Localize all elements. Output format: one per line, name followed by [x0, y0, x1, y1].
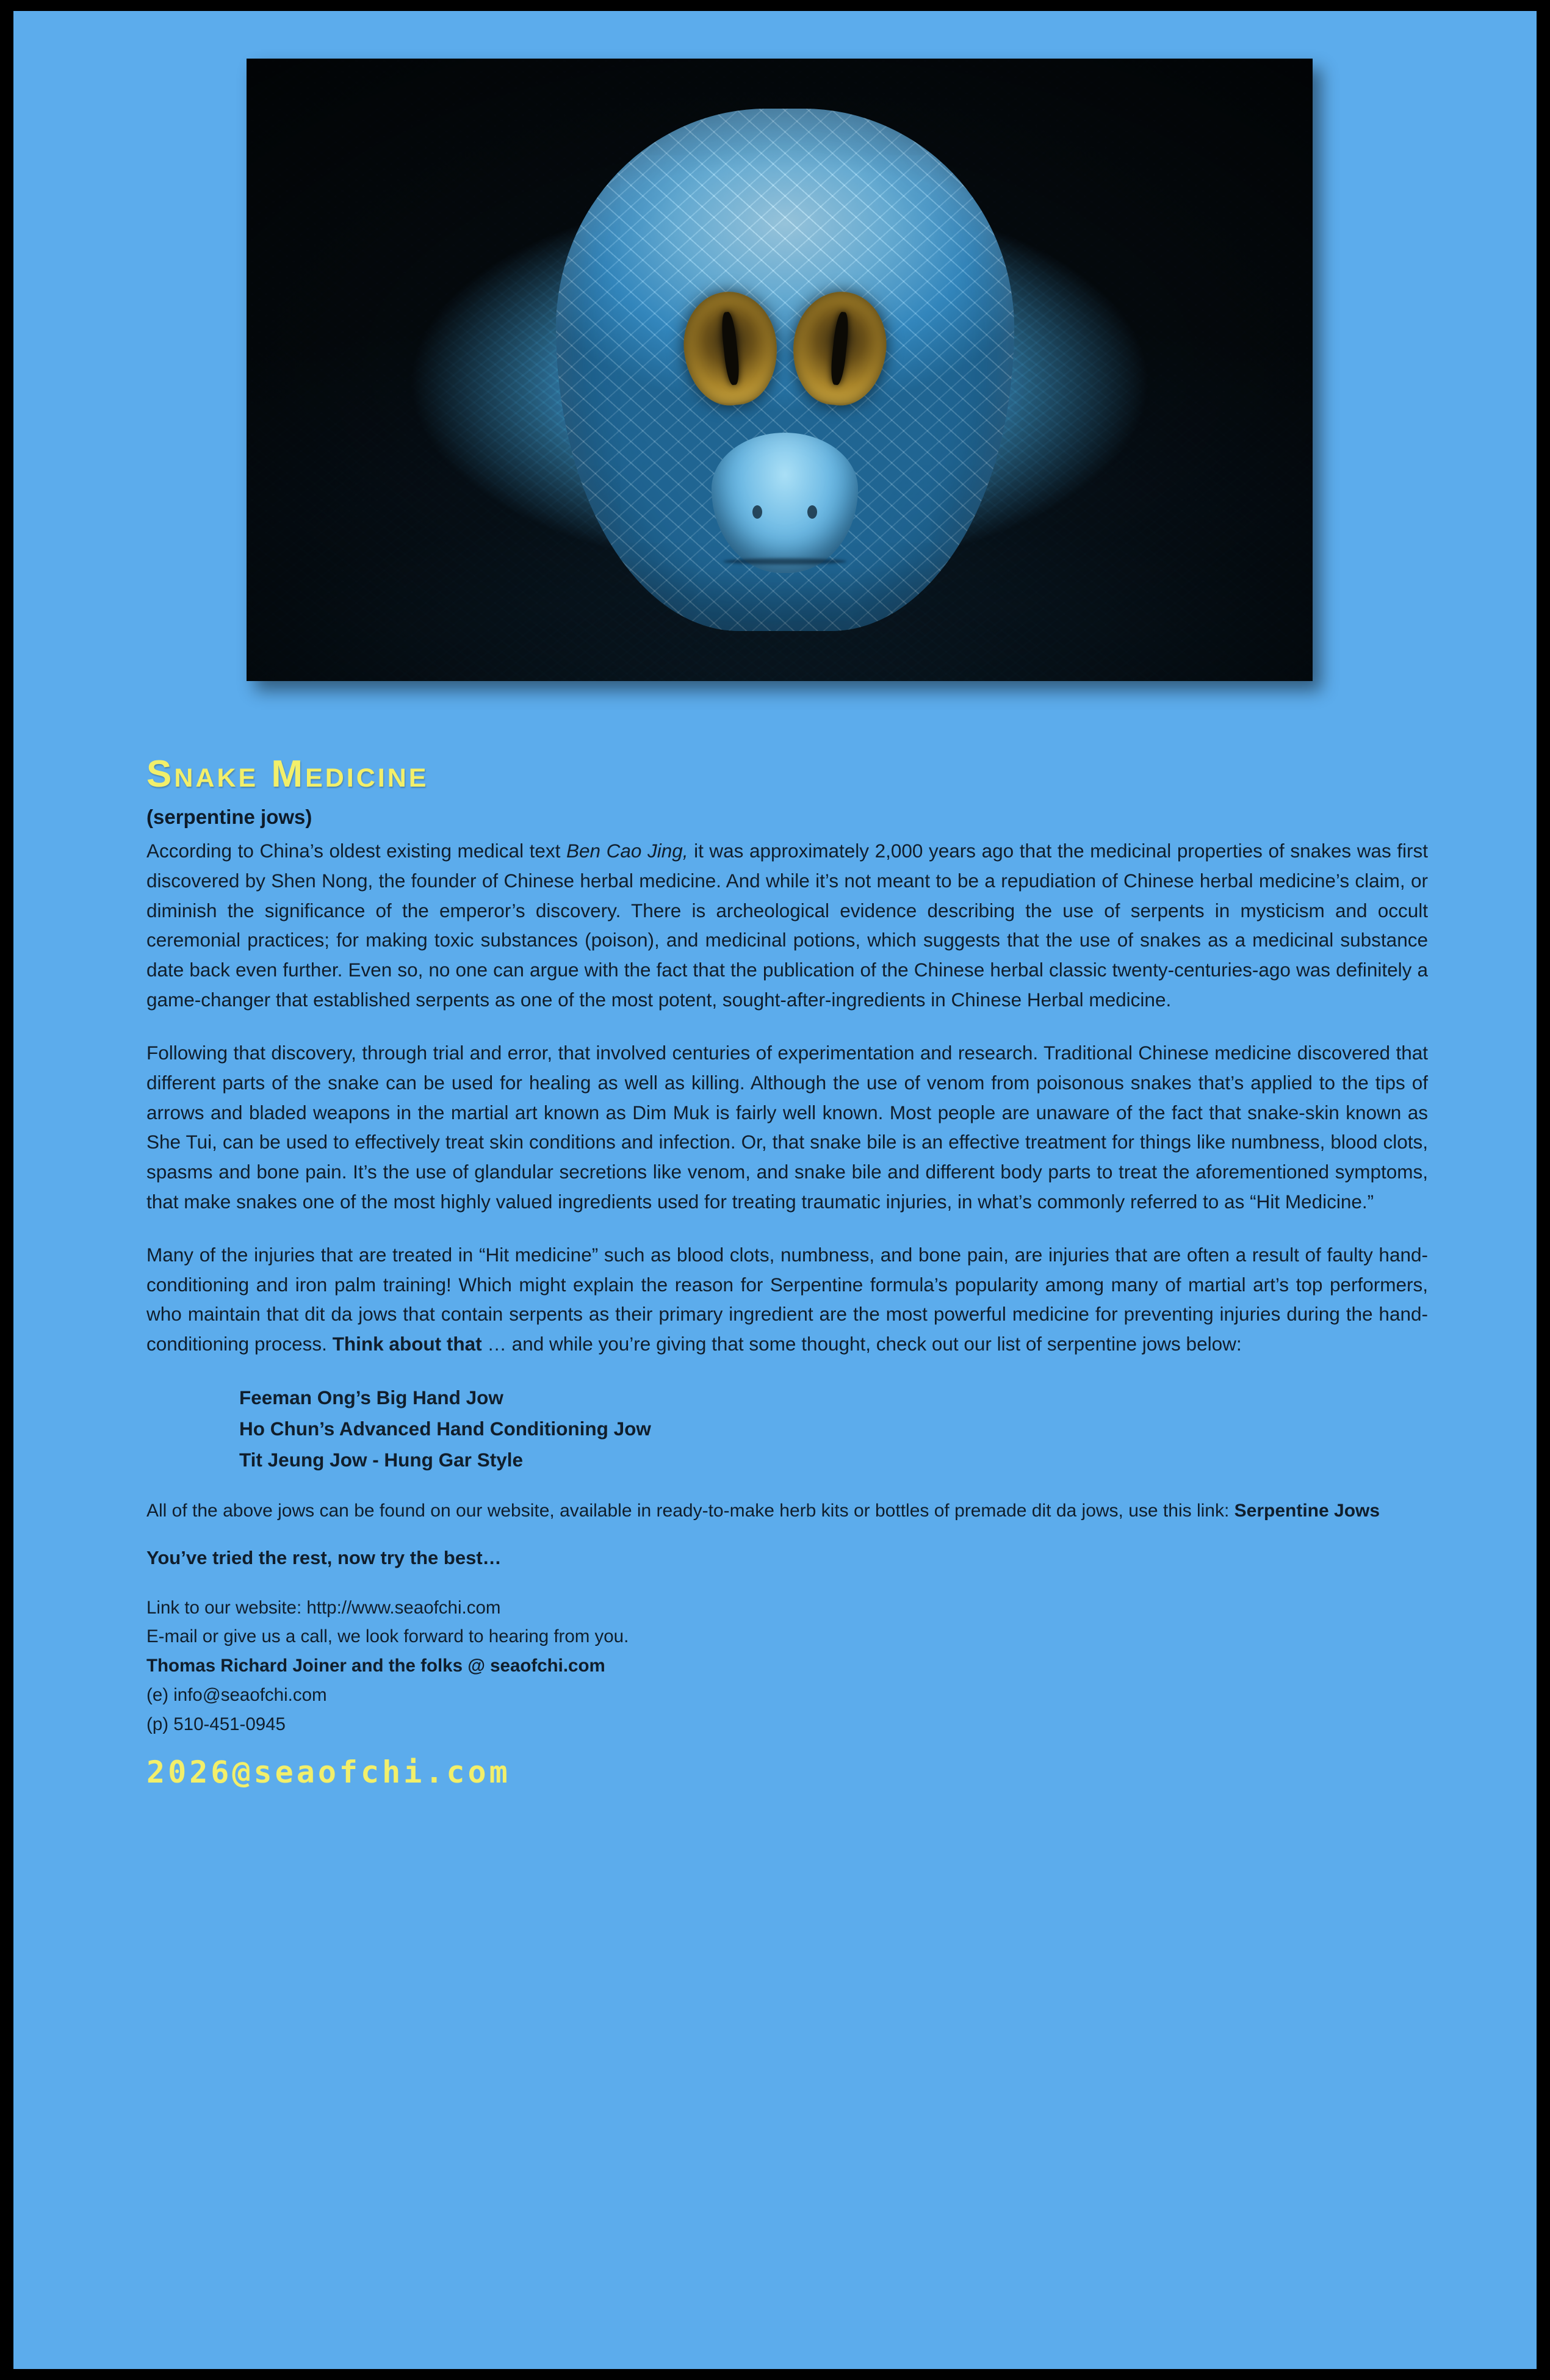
tagline: You’ve tried the rest, now try the best…	[146, 1546, 502, 1568]
serpentine-jows-link[interactable]: Serpentine Jows	[1234, 1501, 1380, 1521]
website-line[interactable]: Link to our website: http://www.seaofchi.com	[146, 1597, 501, 1618]
paragraph-3	[146, 1240, 1428, 1359]
snake-photo-background	[247, 59, 1313, 681]
photo-vignette	[247, 59, 1313, 681]
email-invite-line: E-mail or give us a call, we look forward to hearing from you.	[146, 1626, 629, 1647]
paragraph-2: Following that discovery, through trial and error, that involved centuries of experimentation and research. Traditional Chinese medicine discovered that different parts of the snake can be used for healing as well as killing. Although the use of venom from poisonous snakes that’s applied to the tips of arrows and bladed weapons in the martial art known as Dim Muk is fairly well known. Most people are unaware of the fact that snake-skin known as She Tui, can be used to effectively treat skin conditions and infection. Or, that snake bile is an effective treatment for things like numbness, blood clots, spasms and bone pain. It’s the use of glandular secretions like venom, and snake bile and different body parts to treat the aforementioned symptoms, that make snakes one of the most highly valued ingredients used for treating traumatic injuries, in what’s commonly referred to as “Hit Medicine.”	[146, 1041, 1428, 1213]
footer-mark: 2026@seaofchi.com	[146, 1754, 511, 1790]
list-item[interactable]: Tit Jeung Jow - Hung Gar Style	[239, 1449, 523, 1471]
list-item[interactable]: Ho Chun’s Advanced Hand Conditioning Jow	[239, 1418, 651, 1440]
emphasis-think-about-that: Think about that	[332, 1333, 482, 1355]
jow-list	[146, 1382, 1428, 1476]
paragraph-3-part-b: … and while you’re giving that some thought, check out our list of serpentine jows below:	[481, 1333, 1242, 1355]
document-page	[13, 11, 1537, 2369]
book-title-ben-cao-jing: Ben Cao Jing,	[566, 840, 688, 862]
phone-line[interactable]: (p) 510-451-0945	[146, 1714, 286, 1734]
page-subtitle: (serpentine jows)	[146, 806, 312, 828]
email-line[interactable]: (e) info@seaofchi.com	[146, 1684, 327, 1705]
paragraph-1	[146, 836, 1428, 1015]
paragraph-3-part-a: Many of the injuries that are treated in “Hit medicine” such as blood clots, numbness, and bone pain, are injuries that are often a result of faulty hand-conditioning and iron palm training! Which might explain the reason for Serpentine formula’s popularity among many of martial art’s top performers, who maintain that dit da jows that contain serpents as their primary ingredient are the most powerful medicine for preventing injuries during the hand-conditioning process.	[146, 1243, 1428, 1355]
page-title: Snake Medicine	[146, 753, 429, 795]
paragraph-1-part-a: According to China’s oldest existing medical text	[146, 840, 566, 862]
availability-note-text: All of the above jows can be found on our website, available in ready-to-make herb kits or bottles of premade dit da jows, use this link:	[146, 1501, 1235, 1521]
contact-block	[146, 1593, 1428, 1797]
signature-line: Thomas Richard Joiner and the folks @ seaofchi.com	[146, 1656, 605, 1676]
list-item[interactable]: Feeman Ong’s Big Hand Jow	[239, 1387, 503, 1408]
availability-note	[146, 1496, 1428, 1526]
paragraph-1-part-b: it was approximately 2,000 years ago that the medicinal properties of snakes was first discovered by Shen Nong, the founder of Chinese herbal medicine. And while it’s not meant to be a repudiation of Chinese herbal medicine’s claim, or diminish the significance of the emperor’s discovery. There is archeological evidence describing the use of serpents in mysticism and occult ceremonial practices; for making toxic substances (poison), and medicinal potions, which suggests that the use of snakes as a medicinal substance date back even further. Even so, no one can argue with the fact that the publication of the Chinese herbal classic twenty-centuries-ago was definitely a game-changer that established serpents as one of the most potent, sought-after-ingredients in Chinese Herbal medicine.	[146, 840, 1429, 1011]
snake-photo	[247, 59, 1313, 681]
article-content	[146, 752, 1428, 1797]
